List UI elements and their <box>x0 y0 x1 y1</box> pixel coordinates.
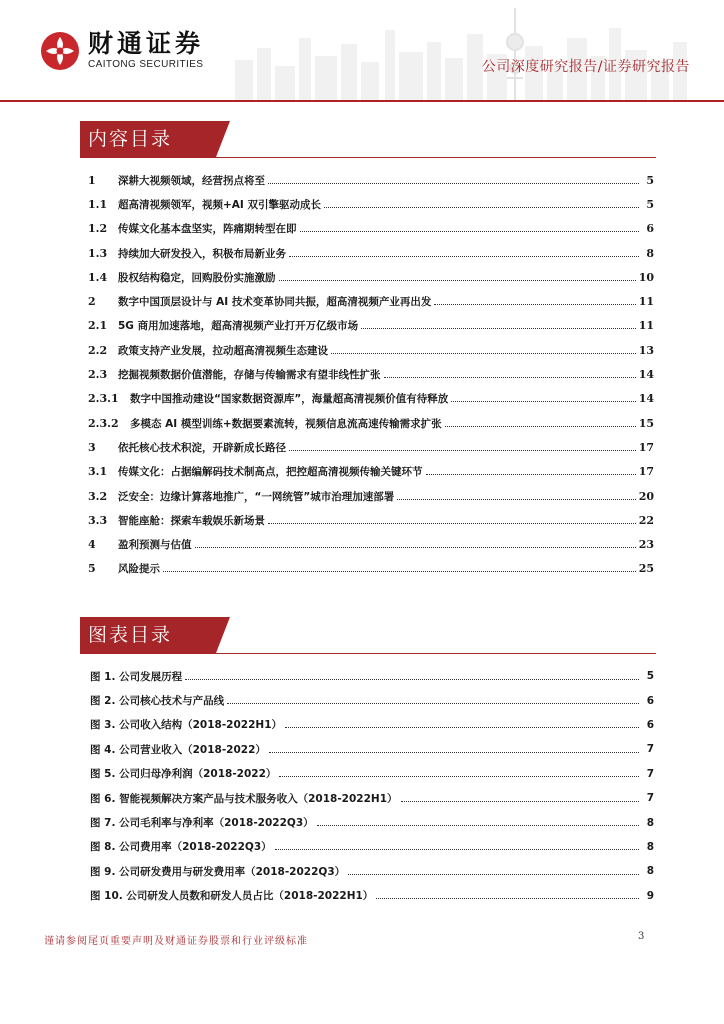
toc-entry-title: 传媒文化：占据编解码技术制高点，把控超高清视频传输关键环节 <box>118 466 423 479</box>
figure-entry-page: 5 <box>646 670 654 683</box>
figure-leader-dots <box>227 703 639 704</box>
toc-entry-page: 11 <box>638 295 654 309</box>
toc-entry[interactable] <box>88 460 654 484</box>
figures-heading <box>80 617 656 655</box>
figure-entry[interactable] <box>88 884 654 908</box>
toc-entry-page: 11 <box>638 319 654 333</box>
contents-heading <box>80 121 656 159</box>
toc-entry-title: 政策支持产业发展，拉动超高清视频生态建设 <box>118 344 328 357</box>
toc-entry-page: 8 <box>646 246 654 260</box>
toc-entry[interactable] <box>88 338 654 362</box>
toc-leader-dots <box>434 304 635 305</box>
figure-entry-page: 7 <box>646 767 654 780</box>
footer-disclaimer: 谨请参阅尾页重要声明及财通证券股票和行业评级标准 <box>44 936 308 947</box>
figures-heading-label: 图表目录 <box>80 617 216 653</box>
figure-entry-title: 图 5. 公司归母净利润（2018-2022） <box>90 768 277 781</box>
figure-entry-page: 9 <box>646 889 654 902</box>
toc-entry-page: 14 <box>638 392 654 406</box>
toc-entry-title: 依托核心技术积淀，开辟新成长路径 <box>118 441 286 454</box>
toc-leader-dots <box>445 426 636 427</box>
toc-leader-dots <box>268 183 639 184</box>
toc-entry-title: 深耕大视频领域，经营拐点将至 <box>118 174 265 187</box>
figure-entry-page: 7 <box>646 743 654 756</box>
toc-entry-title: 多模态 AI 模型训练+数据要素流转，视频信息流高速传输需求扩张 <box>130 417 442 430</box>
toc-entry-number: 1 <box>88 173 96 187</box>
figures-heading-rule <box>80 653 656 654</box>
toc-leader-dots <box>384 377 636 378</box>
toc-entry-number: 3.2 <box>88 489 108 503</box>
figure-entry-page: 6 <box>646 694 654 707</box>
toc-entry-number: 2.2 <box>88 343 108 357</box>
toc-entry-page: 13 <box>638 343 654 357</box>
figure-entry[interactable] <box>88 762 654 786</box>
page-number: 3 <box>638 931 645 942</box>
figure-leader-dots <box>279 776 639 777</box>
toc-entry-title: 盈利预测与估值 <box>118 539 192 552</box>
brand-name-cn: 财通证券 <box>88 29 205 58</box>
toc-entry[interactable] <box>88 192 654 216</box>
toc-entry-title: 股权结构稳定，回购股份实施激励 <box>118 271 276 284</box>
contents-heading-rule <box>80 157 656 158</box>
figure-entry[interactable] <box>88 664 654 688</box>
toc-entry-page: 5 <box>646 173 654 187</box>
toc-entry-number: 1.1 <box>88 197 108 211</box>
caitong-logo-icon <box>40 31 80 71</box>
figure-entry-title: 图 9. 公司研发费用与研发费用率（2018-2022Q3） <box>90 865 346 878</box>
toc-entry-title: 超高清视频领军，视频+AI 双引擎驱动成长 <box>118 198 321 211</box>
header-divider <box>0 100 724 102</box>
toc-leader-dots <box>289 450 636 451</box>
figure-entry[interactable] <box>88 859 654 883</box>
figure-entry[interactable] <box>88 688 654 712</box>
toc-entry[interactable] <box>88 532 654 556</box>
figure-leader-dots <box>376 898 639 899</box>
toc-leader-dots <box>331 353 636 354</box>
figure-entry[interactable] <box>88 810 654 834</box>
toc-entry-number: 3.1 <box>88 465 108 479</box>
toc-leader-dots <box>163 571 636 572</box>
toc-leader-dots <box>361 328 636 329</box>
toc-leader-dots <box>324 207 639 208</box>
figure-entry-title: 图 7. 公司毛利率与净利率（2018-2022Q3） <box>90 817 314 830</box>
toc-entry-number: 2.3.2 <box>88 416 119 430</box>
figure-entry-title: 图 8. 公司费用率（2018-2022Q3） <box>90 841 272 854</box>
toc-leader-dots <box>195 547 636 548</box>
brand-logo <box>40 30 204 71</box>
figure-entry-title: 图 6. 智能视频解决方案产品与技术服务收入（2018-2022H1） <box>90 792 398 805</box>
toc-entry-title: 持续加大研发投入，积极布局新业务 <box>118 247 286 260</box>
toc-entry-number: 4 <box>88 538 96 552</box>
toc-entry-title: 挖掘视频数据价值潜能，存储与传输需求有望非线性扩张 <box>118 369 381 382</box>
toc-entry[interactable] <box>88 362 654 386</box>
toc-entry-title: 智能座舱：探索车载娱乐新场景 <box>118 514 265 527</box>
toc-entry-page: 6 <box>646 222 654 236</box>
figure-entry-title: 图 1. 公司发展历程 <box>90 670 183 683</box>
toc-entry[interactable] <box>88 314 654 338</box>
toc-entry[interactable] <box>88 168 654 192</box>
toc-entry[interactable] <box>88 387 654 411</box>
toc-entry[interactable] <box>88 217 654 241</box>
toc-entry-page: 15 <box>638 416 654 430</box>
toc-entry[interactable] <box>88 508 654 532</box>
figure-entry[interactable] <box>88 737 654 761</box>
toc-entry-page: 5 <box>646 197 654 211</box>
toc-entry-number: 2.1 <box>88 319 108 333</box>
toc-entry[interactable] <box>88 241 654 265</box>
toc-leader-dots <box>268 523 636 524</box>
figure-entry-page: 6 <box>646 718 654 731</box>
toc-entry-number: 2 <box>88 295 96 309</box>
toc-leader-dots <box>397 499 635 500</box>
toc-leader-dots <box>426 474 636 475</box>
figure-entry-title: 图 10. 公司研发人员数和研发人员占比（2018-2022H1） <box>90 890 374 903</box>
toc-entry-title: 风险提示 <box>118 563 160 576</box>
toc-entry-page: 10 <box>638 270 654 284</box>
figure-entry[interactable] <box>88 713 654 737</box>
toc-entry-number: 5 <box>88 562 96 576</box>
toc-entry-page: 17 <box>638 440 654 454</box>
toc-entry[interactable] <box>88 411 654 435</box>
toc-entry-number: 2.3.1 <box>88 392 119 406</box>
figure-leader-dots <box>285 727 639 728</box>
toc-entry-page: 22 <box>638 513 654 527</box>
toc-entry-number: 2.3 <box>88 368 108 382</box>
toc-entry-title: 数字中国推动建设“国家数据资源库”，海量超高清视频价值有待释放 <box>130 393 449 406</box>
toc-entry-number: 1.2 <box>88 222 108 236</box>
toc-entry-number: 3 <box>88 440 96 454</box>
figure-entry-title: 图 4. 公司营业收入（2018-2022） <box>90 743 266 756</box>
figure-entry-title: 图 3. 公司收入结构（2018-2022H1） <box>90 719 283 732</box>
figure-entry-title: 图 2. 公司核心技术与产品线 <box>90 695 225 708</box>
figure-entry[interactable] <box>88 835 654 859</box>
brand-name-en: CAITONG SECURITIES <box>88 59 204 70</box>
figure-leader-dots <box>185 679 639 680</box>
figure-entry-page: 8 <box>646 865 654 878</box>
report-type-label: 公司深度研究报告/证券研究报告 <box>481 59 690 75</box>
toc-entry-title: 传媒文化基本盘坚实，阵痛期转型在即 <box>118 223 297 236</box>
toc-entry[interactable] <box>88 289 654 313</box>
toc-entry[interactable] <box>88 265 654 289</box>
figure-entry-page: 8 <box>646 840 654 853</box>
figure-leader-dots <box>401 801 639 802</box>
toc-entry-title: 数字中国顶层设计与 AI 技术变革协同共振，超高清视频产业再出发 <box>118 296 432 309</box>
toc-entry-title: 5G 商用加速落地，超高清视频产业打开万亿级市场 <box>118 320 359 333</box>
toc-entry-number: 1.4 <box>88 270 108 284</box>
toc-entry-page: 17 <box>638 465 654 479</box>
toc-entry[interactable] <box>88 484 654 508</box>
city-skyline-watermark <box>235 8 715 100</box>
toc-entry-number: 1.3 <box>88 246 108 260</box>
toc-entry[interactable] <box>88 435 654 459</box>
toc-leader-dots <box>289 256 639 257</box>
toc-entry-number: 3.3 <box>88 513 108 527</box>
toc-entry-page: 14 <box>638 368 654 382</box>
toc-entry-page: 23 <box>638 538 654 552</box>
toc-entry[interactable] <box>88 557 654 581</box>
figure-leader-dots <box>348 874 639 875</box>
figure-entry-page: 7 <box>646 792 654 805</box>
toc-leader-dots <box>300 231 640 232</box>
figure-leader-dots <box>317 825 639 826</box>
contents-heading-label: 内容目录 <box>80 121 216 157</box>
figure-entry[interactable] <box>88 786 654 810</box>
toc-entry-page: 20 <box>638 489 654 503</box>
toc-entry-page: 25 <box>638 562 654 576</box>
figure-leader-dots <box>269 752 639 753</box>
list-of-figures <box>88 664 654 908</box>
figure-entry-page: 8 <box>646 816 654 829</box>
toc-leader-dots <box>451 401 635 402</box>
toc-leader-dots <box>279 280 636 281</box>
figure-leader-dots <box>275 849 639 850</box>
table-of-contents <box>88 168 654 581</box>
page-header <box>0 0 724 104</box>
toc-entry-title: 泛安全：边缘计算落地推广，“一网统管”城市治理加速部署 <box>118 490 395 503</box>
